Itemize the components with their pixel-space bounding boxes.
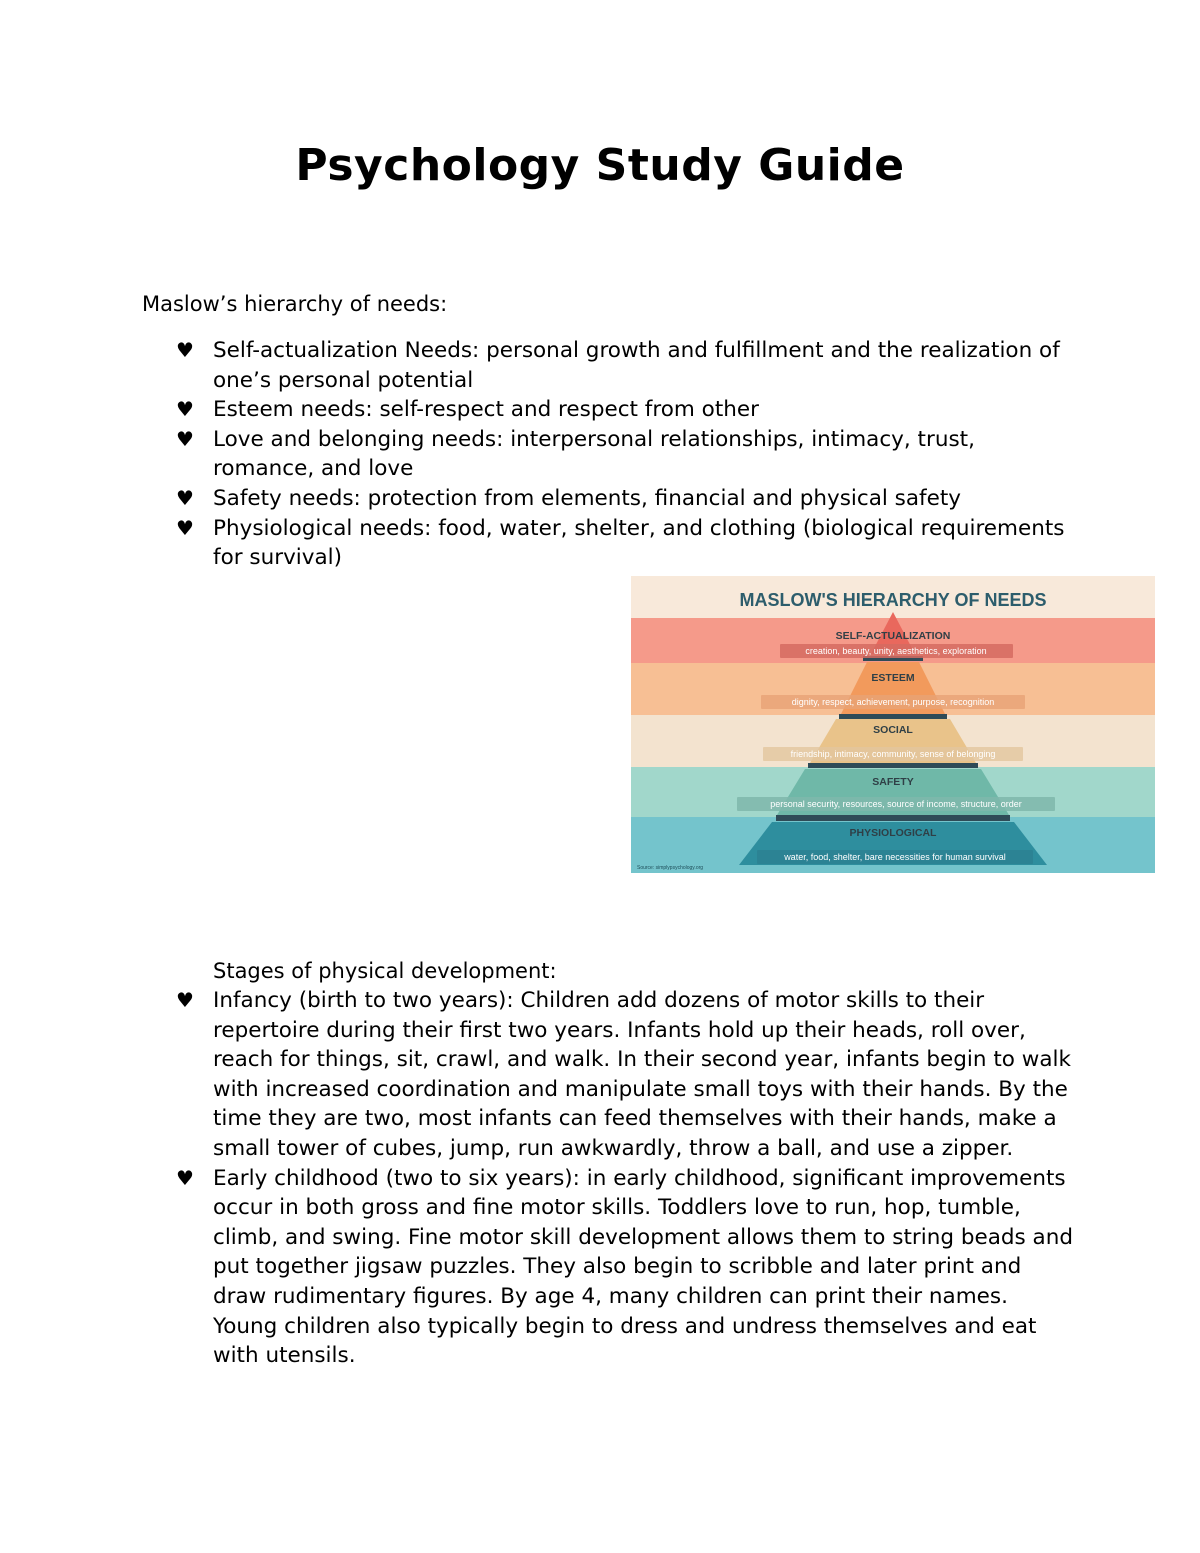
level-desc-self-actualization: creation, beauty, unity, aesthetics, exploration [805, 646, 987, 656]
list-item [0, 484, 1073, 514]
heart-bullet-icon: ♥ [176, 515, 194, 540]
figure-credit: Source: simplypsychology.org [637, 865, 704, 871]
development-heading: Stages of physical development: [213, 959, 557, 983]
list-item-text: Early childhood (two to six years): in early childhood, significant improvements occur in both gross and fine motor skills. Toddlers love to run, hop, tumble, climb, and swing. Fine motor skill development allows them to string beads and put together jigsaw puzzles. They also begin to scribble and later print and draw rudimentary figures. By age 4, many children can print their names. Young children also typically begin to dress and undress themselves and eat with utensils. [213, 1165, 1074, 1369]
level-desc-esteem: dignity, respect, achievement, purpose, recognition [791, 697, 995, 707]
list-item-text: Esteem needs: self-respect and respect from other [213, 397, 759, 423]
list-item [0, 514, 1073, 573]
list-item-text: Love and belonging needs: interpersonal relationships, intimacy, trust, romance, and love [213, 426, 975, 482]
heart-bullet-icon: ♥ [176, 397, 194, 422]
list-item [0, 986, 1073, 1164]
list-item [0, 336, 1073, 395]
tier-divider [776, 815, 1010, 821]
level-name-self-actualization: SELF-ACTUALIZATION [835, 630, 951, 642]
level-name-safety: SAFETY [872, 776, 914, 788]
heart-bullet-icon: ♥ [176, 426, 194, 451]
list-item-text: Safety needs: protection from elements, financial and physical safety [213, 485, 962, 511]
figure-title: MASLOW'S HIERARCHY OF NEEDS [739, 590, 1047, 610]
level-name-esteem: ESTEEM [871, 672, 915, 684]
page-title: Psychology Study Guide [295, 140, 905, 191]
list-item-text: Infancy (birth to two years): Children add dozens of motor skills to their repertoire during their first two years. Infants hold up their heads, roll over, reach for things, sit, crawl, and walk. In their second year, infants begin to walk with increased coordination and manipulate small toys with their hands. By the time they are two, most infants can feed themselves with their hands, make a small tower of cubes, jump, run awkwardly, throw a ball, and use a zipper. [213, 988, 1071, 1161]
level-name-social: SOCIAL [873, 724, 913, 736]
maslow-pyramid-figure [631, 576, 1155, 873]
level-desc-social: friendship, intimacy, community, sense of belonging [790, 749, 996, 759]
level-desc-physiological: water, food, shelter, bare necessities for human survival [784, 852, 1006, 862]
heart-bullet-icon: ♥ [176, 1165, 194, 1190]
list-item [0, 1164, 1073, 1371]
maslow-pyramid-svg [631, 576, 1155, 873]
level-name-physiological: PHYSIOLOGICAL [849, 827, 937, 839]
maslow-heading: Maslow’s hierarchy of needs: [142, 292, 448, 316]
list-item-text: Physiological needs: food, water, shelter, and clothing (biological requirements for survival) [213, 515, 1065, 571]
heart-bullet-icon: ♥ [176, 485, 194, 510]
tier-divider [808, 763, 978, 768]
tier-divider [839, 714, 947, 719]
list-item [0, 395, 1073, 425]
development-stages-list [0, 986, 1200, 1371]
list-item [0, 425, 1073, 484]
heart-bullet-icon: ♥ [176, 988, 194, 1012]
heart-bullet-icon: ♥ [176, 338, 194, 362]
maslow-needs-list [0, 336, 1200, 573]
list-item-text: Self-actualization Needs: personal growth and fulfillment and the realization of one’s personal potential [213, 338, 1060, 393]
level-desc-safety: personal security, resources, source of income, structure, order [770, 799, 1022, 809]
